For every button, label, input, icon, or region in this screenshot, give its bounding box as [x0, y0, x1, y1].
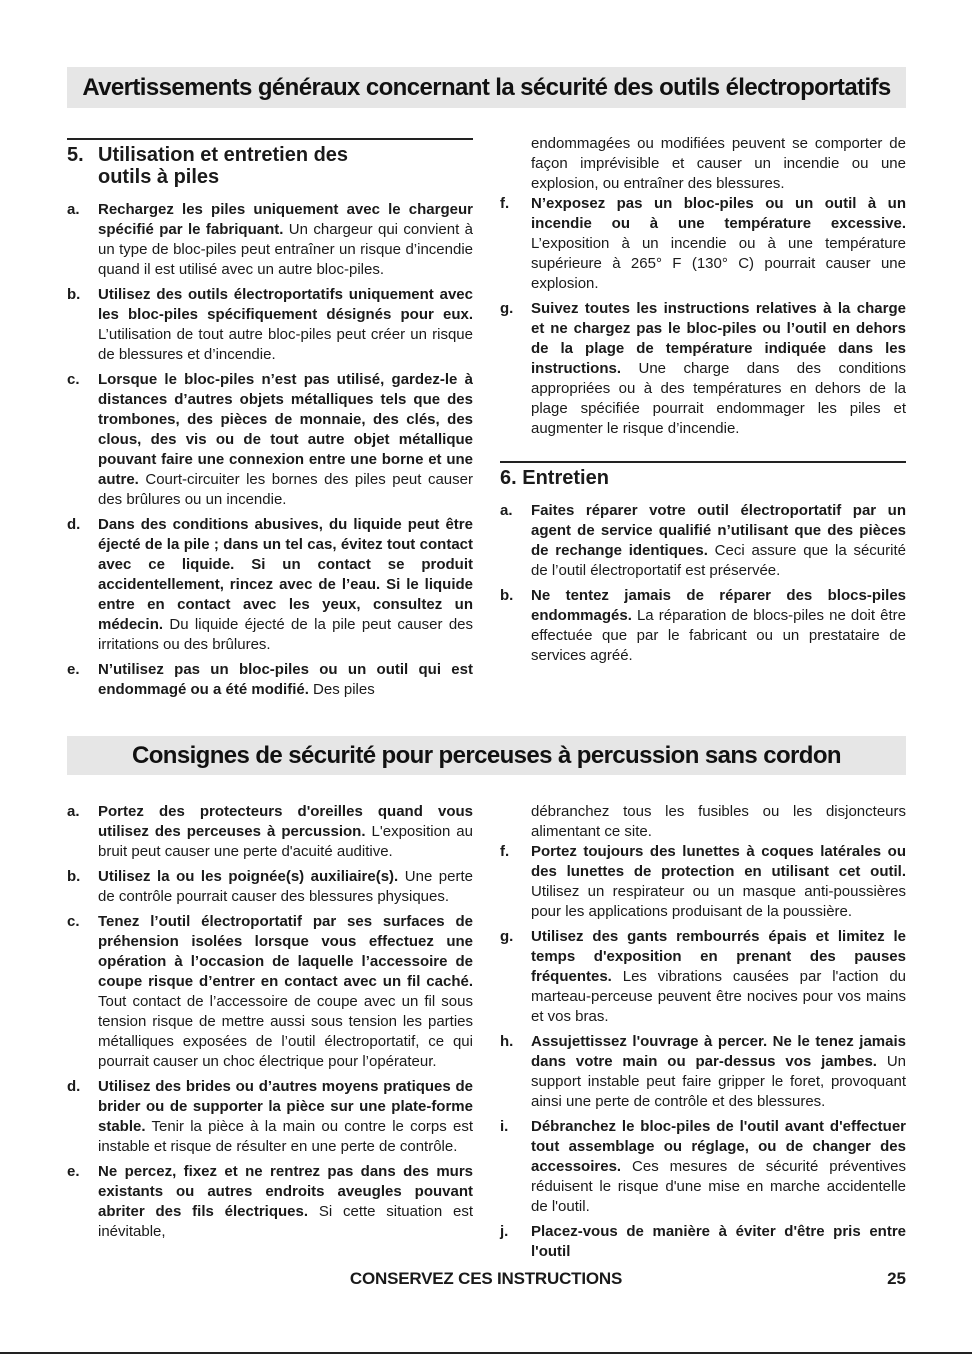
list-item: [500, 501, 906, 581]
item-text: L'exposition au bruit peut causer une perte d'acuité auditive.: [98, 823, 473, 860]
column-top-right: [500, 134, 906, 671]
item-letter: a.: [67, 201, 80, 218]
item-body: [531, 842, 906, 922]
item-body: [531, 1032, 906, 1112]
item-bold-text: N’utilisez pas un bloc-piles ou un outil qui est endommagé ou a été modifié.: [98, 661, 473, 698]
item-text: L’utilisation de tout autre bloc-piles peut créer un risque de blessures et d’incendie.: [98, 326, 473, 363]
item-bold-text: Tenez l’outil électroportatif par ses surfaces de préhension isolées lorsque vous effectuez une opération à l’occasion de laquelle l’accessoire de coupe risque d’entrer en contact avec un fil caché.: [98, 913, 473, 990]
item-text: L’exposition à un incendie ou à une température supérieure à 265° F (130° C) pourrait causer une explosion.: [531, 235, 906, 292]
list-item: [67, 1162, 473, 1242]
list-item: [67, 660, 473, 700]
item-bold-text: Débranchez le bloc-piles de l'outil avant d'effectuer tout assemblage ou réglage, ou de changer des accessoires.: [531, 1118, 906, 1175]
item-letter: c.: [67, 371, 80, 388]
item-text: Tenir la pièce à la main ou contre le corps est instable et risque de résulter en une perte de contrôle.: [98, 1118, 473, 1155]
item-body: [98, 660, 473, 700]
item-letter: j.: [500, 1223, 509, 1240]
item-continuation: endommagées ou modifiées peuvent se comporter de façon imprévisible et causer un incendie ou une explosion, ou entraîner des blessures.: [531, 135, 906, 192]
list-item: [67, 912, 473, 1072]
item-text: Si cette situation est inévitable,: [98, 1203, 474, 1240]
column-top-left: [67, 138, 473, 705]
section-6-title-text: 6. Entretien: [500, 467, 609, 489]
item-body: [98, 1077, 473, 1157]
item-body: [98, 515, 473, 655]
list-item: [500, 299, 906, 439]
item-letter: f.: [500, 195, 510, 212]
list-item: [67, 200, 473, 280]
column-bottom-right: [500, 802, 906, 1267]
item-bold-text: Utilisez des brides ou d’autres moyens pratiques de brider ou de supporter la pièce sur une plate-forme stable.: [98, 1078, 473, 1135]
section-5-title: [67, 138, 473, 188]
list-item: [500, 1032, 906, 1112]
list-item: [500, 1117, 906, 1217]
item-letter: b.: [67, 868, 81, 885]
item-text: Un chargeur qui convient à un type de bloc-piles peut entraîner un risque d’incendie quand il est utilisé avec un autre bloc-piles.: [98, 221, 473, 278]
item-letter: g.: [500, 300, 514, 317]
item-bold-text: Dans des conditions abusives, du liquide peut être éjecté de la pile ; dans un tel cas, évitez tout contact avec ce liquide. Si un contact se produit accidentellement, rincez avec de l’eau. Si le liquide entre en contact avec les yeux, consultez un médecin.: [98, 516, 473, 633]
item-letter: h.: [500, 1033, 514, 1050]
item-letter: d.: [67, 1078, 81, 1095]
item-body: [98, 285, 473, 365]
item-body: [531, 194, 906, 294]
section-6-title: [500, 461, 906, 489]
item-bold-text: Utilisez la ou les poignée(s) auxiliaire(s).: [98, 868, 399, 885]
section-banner-drill-safety: Consignes de sécurité pour perceuses à percussion sans cordon: [67, 736, 906, 775]
item-text: Les vibrations causées par l'action du marteau-perceuse peuvent être nocives pour vos mains et vos bras.: [531, 968, 906, 1025]
item-body: [531, 299, 906, 439]
item-bold-text: Portez des protecteurs d'oreilles quand vous utilisez des perceuses à percussion.: [98, 803, 473, 840]
item-text: Ceci assure que la sécurité de l’outil électroportatif est préservée.: [531, 542, 906, 579]
section-5-title-line1: Utilisation et entretien des: [98, 144, 349, 166]
item-text: Utilisez un respirateur ou un masque anti-poussières pour les applications produisant de la poussière.: [531, 883, 906, 920]
item-bold-text: Lorsque le bloc-piles n’est pas utilisé, gardez-le à distances d’autres objets métalliques tels que des trombones, des pièces de monnaie, des clés, des clous, des vis ou de tout autre objet métallique pouvant faire une connexion entre une borne et une autre.: [98, 371, 473, 488]
item-continuation: débranchez tous les fusibles ou les disjoncteurs alimentant ce site.: [531, 803, 906, 840]
item-body: [531, 1117, 906, 1217]
item-letter: c.: [67, 913, 80, 930]
item-bold-text: Ne tentez jamais de réparer des blocs-piles endommagés.: [531, 587, 906, 624]
item-body: [531, 501, 906, 581]
item-letter: g.: [500, 928, 514, 945]
item-letter: d.: [67, 516, 81, 533]
item-bold-text: Ne percez, fixez et ne rentrez pas dans des murs existants ou autres endroits aveugles pouvant abriter des fils électriques.: [98, 1163, 473, 1220]
item-bold-text: Rechargez les piles uniquement avec le chargeur spécifié par le fabriquant.: [98, 201, 473, 238]
item-letter: e.: [67, 1163, 80, 1180]
item-bold-text: Portez toujours des lunettes à coques latérales ou des lunettes de protection en utilisant cet outil.: [531, 843, 906, 880]
item-letter: e.: [67, 661, 80, 678]
item-text: Ces mesures de sécurité préventives réduisent le risque d'une mise en marche accidentelle de l'outil.: [531, 1158, 906, 1215]
list-item: [500, 194, 906, 294]
item-text: Un support instable peut faire gripper le foret, provoquant ainsi une perte de contrôle et des blessures.: [531, 1053, 906, 1110]
item-text: Des piles: [308, 681, 375, 698]
list-item: [67, 285, 473, 365]
list-item: [500, 842, 906, 922]
list-item: [500, 1222, 906, 1262]
section-5-title-line2: outils à piles: [98, 166, 220, 188]
list-item: [67, 1077, 473, 1157]
list-item: [67, 802, 473, 862]
item-text: Une charge dans des conditions appropriées ou à des températures en dehors de la plage spécifiée pourrait endommager les piles et augmenter le risque d’incendie.: [531, 360, 906, 437]
item-text: Du liquide éjecté de la pile peut causer des irritations ou des brûlures.: [98, 616, 473, 653]
list-item: [500, 927, 906, 1027]
list-item: [67, 515, 473, 655]
item-body: [531, 927, 906, 1027]
item-body: [98, 912, 473, 1072]
item-bold-text: Utilisez des outils électroportatifs uniquement avec les bloc-piles spécifiquement désignés pour eux.: [98, 286, 473, 323]
section-5-title-text: [98, 144, 348, 188]
section-banner-general-warnings: Avertissements généraux concernant la sécurité des outils électroportatifs: [67, 67, 906, 108]
item-text: Court-circuiter les bornes des piles peut causer des brûlures ou un incendie.: [98, 471, 473, 508]
item-body: [98, 867, 473, 907]
item-letter: f.: [500, 843, 510, 860]
list-item: [67, 867, 473, 907]
item-bold-text: Placez-vous de manière à éviter d'être pris entre l'outil: [531, 1223, 906, 1260]
item-bold-text: Assujettissez l'ouvrage à percer. Ne le tenez jamais dans votre main ou par-dessus vos jambes.: [531, 1033, 906, 1070]
list-item: [67, 370, 473, 510]
item-text: Une perte de contrôle pourrait causer des blessures physiques.: [98, 868, 473, 905]
item-letter: a.: [500, 502, 513, 519]
item-text: La réparation de blocs-piles ne doit être effectuée que par le fabricant ou un prestataire de services agréé.: [531, 607, 906, 664]
item-body: [98, 200, 473, 280]
item-body: [98, 1162, 473, 1242]
item-body: [531, 1222, 906, 1262]
item-text: Tout contact de l’accessoire de coupe avec un fil sous tension risque de mettre aussi sous tension les parties métalliques exposées de l’outil électroportatif, ce qui pourrait causer un choc électrique pour l’opérateur.: [98, 993, 473, 1070]
item-body: [98, 370, 473, 510]
bottom-divider: [0, 1352, 972, 1354]
item-body: [98, 802, 473, 862]
page-number: 25: [887, 1269, 906, 1288]
item-body: [531, 586, 906, 666]
item-letter: b.: [500, 587, 514, 604]
column-bottom-left: [67, 802, 473, 1247]
item-letter: b.: [67, 286, 81, 303]
item-bold-text: Suivez toutes les instructions relatives à la charge et ne chargez pas le bloc-piles ou l’outil en dehors de la plage de température indiquée dans les instructions.: [531, 300, 906, 377]
item-bold-text: Utilisez des gants rembourrés épais et limitez le temps d'exposition en prenant des pauses fréquentes.: [531, 928, 906, 985]
item-letter: i.: [500, 1118, 509, 1135]
item-bold-text: Faites réparer votre outil électroportatif par un agent de service qualifié n’utilisant que des pièces de rechange identiques.: [531, 502, 906, 559]
section-5-number: 5.: [67, 144, 84, 166]
footer-instructions: CONSERVEZ CES INSTRUCTIONS: [349, 1269, 623, 1288]
list-item: [500, 586, 906, 666]
item-letter: a.: [67, 803, 80, 820]
item-bold-text: N’exposez pas un bloc-piles ou un outil à un incendie ou à une température excessive.: [531, 195, 906, 232]
